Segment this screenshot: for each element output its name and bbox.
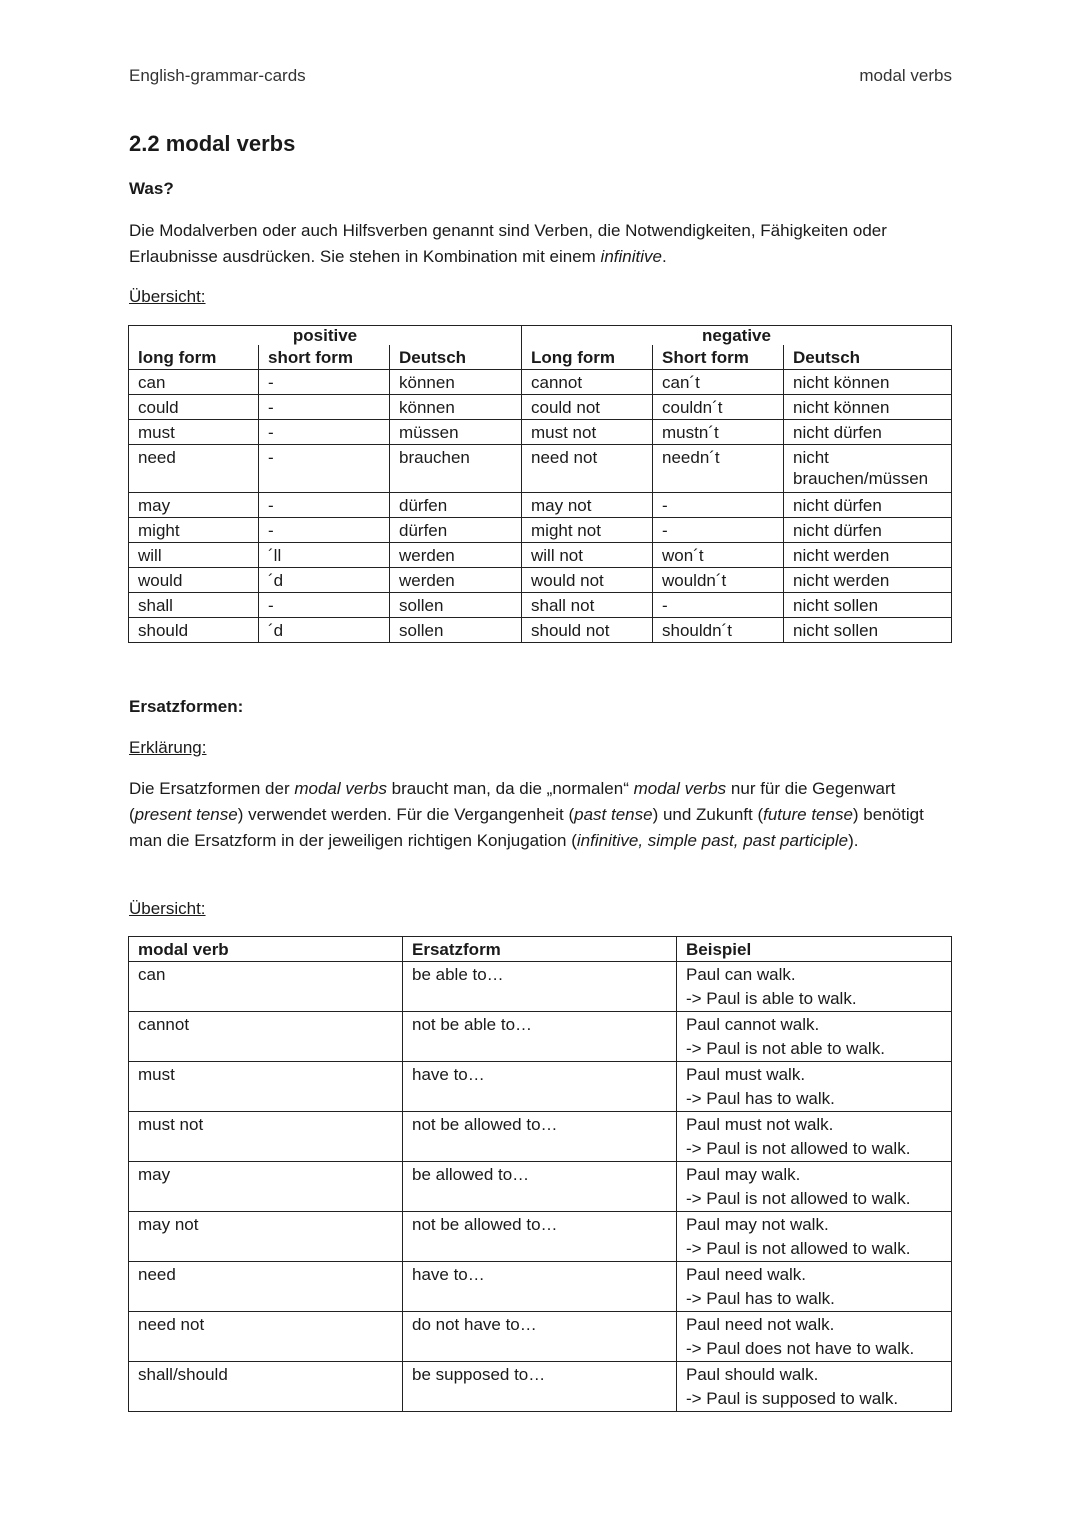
page-title: 2.2 modal verbs (129, 131, 296, 156)
example-conversion: -> Paul has to walk. (686, 1089, 835, 1108)
table-cell: should (129, 618, 259, 643)
column-header: modal verb (129, 937, 403, 962)
table-cell: must not (522, 420, 653, 445)
table-row (129, 1312, 952, 1362)
table-cell: dürfen (390, 518, 522, 543)
table-cell: would not (522, 568, 653, 593)
group-header-positive: positive (129, 326, 522, 346)
intro-end: . (661, 247, 667, 266)
table-cell: nicht können (784, 370, 952, 395)
example-cell (677, 1262, 952, 1312)
table-cell: nicht dürfen (784, 518, 952, 543)
table-cell: nicht werden (784, 568, 952, 593)
intro-paragraph (129, 218, 959, 270)
column-header: short form (259, 345, 390, 370)
ersatzform-cell: have to… (403, 1062, 677, 1112)
example-sentence: Paul can walk. (686, 965, 796, 984)
modal-verb-cell: may not (129, 1212, 403, 1262)
ersatzform-cell: be supposed to… (403, 1362, 677, 1412)
example-cell (677, 1362, 952, 1412)
table-row (129, 1112, 952, 1162)
ersatz-paragraph (129, 776, 959, 854)
intro-text: Die Modalverben oder auch Hilfsverben genannt sind Verben, die Notwendigkeiten, Fähigkeiten oder Erlaubnisse ausdrücken. Sie stehen in Kombination mit einem (129, 221, 887, 266)
table-row (129, 445, 952, 493)
table-cell: nicht sollen (784, 618, 952, 643)
modal-verbs-table (128, 325, 952, 643)
table-cell: ´d (259, 618, 390, 643)
table-cell: should not (522, 618, 653, 643)
table-cell: need not (522, 445, 653, 493)
example-sentence: Paul must not walk. (686, 1115, 834, 1134)
table-cell: nicht dürfen (784, 493, 952, 518)
column-header: Deutsch (784, 345, 952, 370)
table-cell: - (259, 395, 390, 420)
table-cell: müssen (390, 420, 522, 445)
table-cell: - (259, 593, 390, 618)
ersatz-term: modal verbs (633, 779, 727, 798)
table-cell: shouldn´t (653, 618, 784, 643)
table-cell: must (129, 420, 259, 445)
table-cell: may (129, 493, 259, 518)
example-sentence: Paul need walk. (686, 1265, 807, 1284)
ersatz-term: future tense (763, 805, 853, 824)
table-cell: - (259, 420, 390, 445)
example-sentence: Paul cannot walk. (686, 1015, 820, 1034)
column-header: Long form (522, 345, 653, 370)
table-row (129, 493, 952, 518)
table-cell: - (653, 518, 784, 543)
modal-verb-cell: may (129, 1162, 403, 1212)
ersatz-text: ). (848, 831, 859, 850)
ersatzform-cell: be allowed to… (403, 1162, 677, 1212)
table-cell: couldn´t (653, 395, 784, 420)
table-cell: ´ll (259, 543, 390, 568)
table-row (129, 1362, 952, 1412)
example-cell (677, 1162, 952, 1212)
table-cell: nicht brauchen/müssen (784, 445, 952, 493)
example-conversion: -> Paul has to walk. (686, 1289, 835, 1308)
table-row (129, 1212, 952, 1262)
example-cell (677, 1212, 952, 1262)
explanation-label: Erklärung: (129, 738, 207, 757)
table-cell: shall not (522, 593, 653, 618)
section-heading-ersatz: Ersatzformen: (129, 697, 244, 716)
example-sentence: Paul should walk. (686, 1365, 819, 1384)
example-cell (677, 1112, 952, 1162)
table-row (129, 593, 952, 618)
ersatzform-cell: not be able to… (403, 1012, 677, 1062)
table-row (129, 395, 952, 420)
table-cell: werden (390, 543, 522, 568)
example-sentence: Paul may not walk. (686, 1215, 829, 1234)
ersatz-text: ) benötigt man die Ersatzform in der jeweiligen richtigen Konjugation ( (129, 805, 924, 850)
table-cell: needn´t (653, 445, 784, 493)
table-cell: - (259, 445, 390, 493)
example-cell (677, 962, 952, 1012)
table-cell: shall (129, 593, 259, 618)
table-row (129, 1012, 952, 1062)
modal-verb-cell: shall/should (129, 1362, 403, 1412)
table-cell: could (129, 395, 259, 420)
table-row (129, 962, 952, 1012)
example-cell (677, 1062, 952, 1112)
ersatz-text: Die Ersatzformen der (129, 779, 295, 798)
example-sentence: Paul must walk. (686, 1065, 806, 1084)
table-cell: - (259, 370, 390, 395)
table-cell: won´t (653, 543, 784, 568)
example-sentence: Paul need not walk. (686, 1315, 835, 1334)
table-cell: will not (522, 543, 653, 568)
table-row (129, 1162, 952, 1212)
table-cell: wouldn´t (653, 568, 784, 593)
modal-verb-cell: can (129, 962, 403, 1012)
table-cell: nicht können (784, 395, 952, 420)
table-cell: can´t (653, 370, 784, 395)
ersatz-term: past tense (574, 805, 653, 824)
ersatz-text: ) und Zukunft ( (652, 805, 764, 824)
column-header: long form (129, 345, 259, 370)
column-header: Short form (653, 345, 784, 370)
table-cell: may not (522, 493, 653, 518)
modal-verb-cell: need not (129, 1312, 403, 1362)
intro-term: infinitive (600, 247, 662, 266)
table-row (129, 1062, 952, 1112)
section-heading-was: Was? (129, 179, 174, 198)
ersatzform-cell: not be allowed to… (403, 1212, 677, 1262)
table-row (129, 370, 952, 395)
modal-verb-cell: cannot (129, 1012, 403, 1062)
example-conversion: -> Paul does not have to walk. (686, 1339, 915, 1358)
ersatzform-cell: have to… (403, 1262, 677, 1312)
ersatzformen-table (128, 936, 952, 1412)
ersatz-text: nur für die Gegenwart ( (129, 779, 896, 824)
example-conversion: -> Paul is able to walk. (686, 989, 857, 1008)
table-row (129, 518, 952, 543)
table-cell: might not (522, 518, 653, 543)
table-cell: können (390, 370, 522, 395)
table-row (129, 568, 952, 593)
table-cell: - (259, 493, 390, 518)
example-sentence: Paul may walk. (686, 1165, 801, 1184)
table-cell: nicht werden (784, 543, 952, 568)
table-cell: werden (390, 568, 522, 593)
header-left: English-grammar-cards (129, 66, 306, 85)
example-conversion: -> Paul is not allowed to walk. (686, 1239, 911, 1258)
ersatz-term: present tense (134, 805, 238, 824)
column-header: Beispiel (677, 937, 952, 962)
example-cell (677, 1312, 952, 1362)
table-cell: cannot (522, 370, 653, 395)
table-cell: need (129, 445, 259, 493)
modal-verb-cell: need (129, 1262, 403, 1312)
table-cell: - (653, 493, 784, 518)
table-cell: sollen (390, 618, 522, 643)
table-cell: ´d (259, 568, 390, 593)
ersatzform-cell: be able to… (403, 962, 677, 1012)
table-cell: dürfen (390, 493, 522, 518)
table-cell: can (129, 370, 259, 395)
table-row (129, 420, 952, 445)
table-cell: brauchen (390, 445, 522, 493)
table-cell: können (390, 395, 522, 420)
table-cell: - (259, 518, 390, 543)
modal-verb-cell: must not (129, 1112, 403, 1162)
table-cell: nicht sollen (784, 593, 952, 618)
table-cell: might (129, 518, 259, 543)
table-cell: nicht dürfen (784, 420, 952, 445)
overview-label-2: Übersicht: (129, 899, 206, 918)
header-right: modal verbs (859, 66, 952, 85)
table-cell: would (129, 568, 259, 593)
column-header: Deutsch (390, 345, 522, 370)
table-cell: could not (522, 395, 653, 420)
example-conversion: -> Paul is supposed to walk. (686, 1389, 899, 1408)
modal-verb-cell: must (129, 1062, 403, 1112)
group-header-negative: negative (522, 326, 952, 346)
example-conversion: -> Paul is not allowed to walk. (686, 1139, 911, 1158)
table-cell: sollen (390, 593, 522, 618)
ersatzform-cell: not be allowed to… (403, 1112, 677, 1162)
table-cell: - (653, 593, 784, 618)
overview-label-1: Übersicht: (129, 287, 206, 306)
table-cell: mustn´t (653, 420, 784, 445)
example-conversion: -> Paul is not able to walk. (686, 1039, 885, 1058)
table-row (129, 543, 952, 568)
ersatz-text: braucht man, da die „normalen“ (386, 779, 634, 798)
table-row (129, 618, 952, 643)
table-row (129, 1262, 952, 1312)
table-cell: will (129, 543, 259, 568)
ersatz-term: modal verbs (294, 779, 387, 798)
example-conversion: -> Paul is not allowed to walk. (686, 1189, 911, 1208)
ersatzform-cell: do not have to… (403, 1312, 677, 1362)
example-cell (677, 1012, 952, 1062)
ersatz-text: ) verwendet werden. Für die Vergangenheit ( (237, 805, 575, 824)
column-header: Ersatzform (403, 937, 677, 962)
ersatz-term: infinitive, simple past, past participle (576, 831, 849, 850)
